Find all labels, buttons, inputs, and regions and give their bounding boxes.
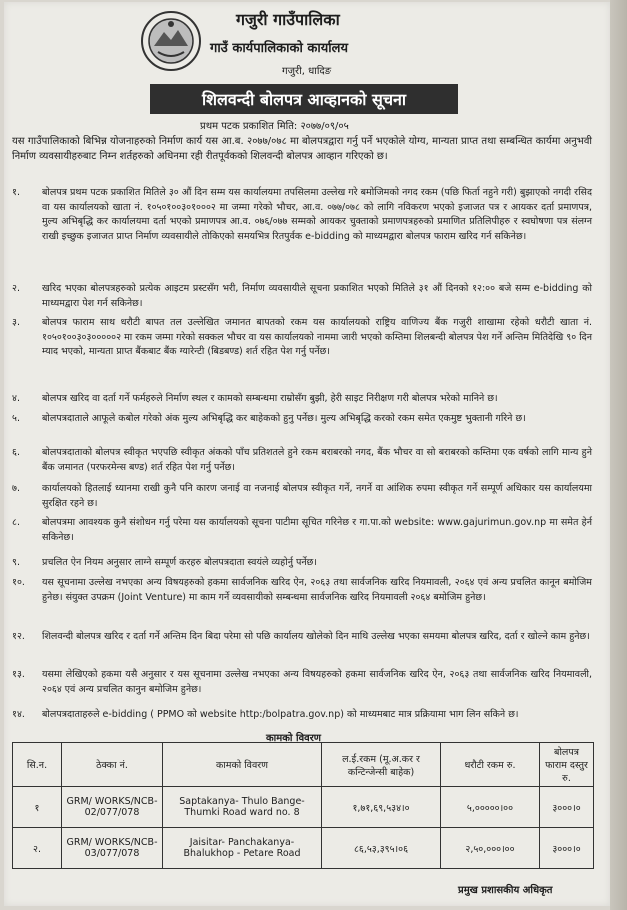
clause-item	[12, 282, 592, 311]
clause-item	[12, 392, 592, 407]
clause-item	[12, 316, 592, 360]
clause-item	[12, 556, 592, 571]
publish-date: प्रथम पटक प्रकाशित मिति: २०७७/०९/०५	[200, 121, 349, 132]
office-location: गजुरी, धादिङ	[282, 66, 332, 77]
clause-number: १४.	[12, 709, 25, 720]
clause-item	[12, 708, 592, 723]
clause-number: ८.	[12, 517, 20, 528]
clause-number: ४.	[12, 393, 20, 404]
clause-item	[12, 630, 592, 645]
clause-text: शिलवन्दी बोलपत्र खरिद र दर्ता गर्ने अन्तिम दिन बिदा परेमा सो पछि कार्यालय खोलेको दिन माथि उल्लेख भएका समयमा बोलपत्र खरिद, दर्ता र खोल्ने काम हुनेछ।	[42, 631, 590, 642]
clause-text: कार्यालयको हितलाई ध्यानमा राखी कुनै पनि कारण जनाई वा नजनाई बोलपत्र स्वीकृत गर्ने, नगर्ने वा आंशिक रुपमा स्वीकृत गर्ने सम्पूर्ण अधिकार यस कार्यालयमा सुरक्षित रहने छ।	[42, 483, 592, 509]
clause-text: बोलपत्रदाताले आफूले कबोल गरेको अंक मुल्य अभिबृद्धि कर बाहेकको हुनु पर्नेछ। मुल्य अभिबृद्धि करको रकम समेत एकमुष्ट भुक्तानी गरिने छ।	[42, 413, 526, 424]
column-header: धरौटी रकम रु.	[441, 743, 540, 787]
org-name: गजुरी गाउँपालिका	[236, 10, 340, 29]
table-cell: १	[13, 787, 62, 828]
clause-item	[12, 516, 592, 545]
clause-number: १.	[12, 187, 20, 198]
table-cell: ८६,५३,३९५।०६	[322, 828, 441, 869]
clause-item	[12, 412, 592, 427]
office-name: गाउँ कार्यपालिकाको कार्यालय	[210, 41, 348, 56]
clause-number: ९.	[12, 557, 20, 568]
clause-number: २.	[12, 283, 20, 294]
clause-number: ३.	[12, 317, 20, 328]
column-header: कामको विवरण	[163, 743, 322, 787]
clause-item	[12, 186, 592, 244]
column-header: ठेक्का नं.	[62, 743, 163, 787]
table-row	[13, 828, 594, 869]
clause-text: बोलपत्र खरिद वा दर्ता गर्ने फर्महरुले निर्माण स्थल र कामको सम्बन्धमा राम्रोसँग बुझी, हेरी साइट निरीक्षण गरी बोलपत्र भरेको मानिने छ।	[42, 393, 498, 404]
table-cell: GRM/ WORKS/NCB-03/077/078	[62, 828, 163, 869]
table-cell: २,५०,०००।००	[441, 828, 540, 869]
table-cell: Saptakanya- Thulo Bange- Thumki Road ward no. 8	[163, 787, 322, 828]
clause-number: १३.	[12, 669, 25, 680]
clause-number: १२.	[12, 631, 25, 642]
clause-item	[12, 446, 592, 475]
table-header-row	[13, 743, 594, 787]
clause-item	[12, 668, 592, 697]
clause-text: बोलपत्र प्रथम पटक प्रकाशित मितिले ३० औं दिन सम्म यस कार्यालयमा तपसिलमा उल्लेख गरे बमोजिमको नगद रकम (पछि फिर्ता नहुने गरी) बुझाएको नगदी रसिद वा यस कार्यालयको खाता नं. १०५०१००३०१०००२ मा जम्मा गरेको भौचर, आ.व. ०७७/०७८ को लागि नविकरण भएको इजाजत पत्र र आयकर दर्ता प्रमाणपत्र, मुल्य अभिबृद्धि कर कार्यालयमा दर्ता भएको प्रमाणपत्र आ.व. ०७६/०७७ सम्मको आयकर चुक्ताको प्रमाणपत्रहरुको प्रमाणित प्रतिलिपीहरु र स्वघोषणा पत्र संलग्न राखी इच्छुक इजाजत प्राप्त निर्माण व्यवसायीले तोकिएको समयभित्र रितपुर्वक e-bidding को माध्यमद्वारा बोलपत्र फाराम खरिद गर्न सकिनेछ।	[42, 187, 592, 242]
works-table-title: कामको विवरण	[266, 733, 322, 744]
clause-text: बोलपत्रदाताको बोलपत्र स्वीकृत भएपछि स्वीकृत अंकको पाँच प्रतिशतले हुने रकम बराबरको नगद, बैंक भौचर वा सो बराबरको कम्तिमा एक वर्षको लागि मान्य हुने बैंक जमानत (परफरमेन्स बण्ड) शर्त रहित पेश गर्नु पर्नेछ।	[42, 447, 592, 473]
signature-line: प्रमुख प्रशासकीय अधिकृत	[458, 885, 553, 896]
column-header: बोलपत्र फाराम दस्तुर रु.	[540, 743, 594, 787]
table-row	[13, 787, 594, 828]
clause-text: बोलपत्रदाताहरुले e-bidding ( PPMO को website http:/bolpatra.gov.np) को माध्यमबाट मात्र प्रक्रियामा भाग लिन सकिने छ।	[42, 709, 519, 720]
clause-text: बोलपत्र फाराम साथ धरौटी बापत तल उल्लेखित जमानत बापतको रकम यस कार्यालयको राष्ट्रिय वाणिज्य बैंक गजुरी शाखामा रहेको धरौटी खाता नं. १०५०१००३०३०००००२ मा रकम जम्मा गरेको सक्कल भौचर वा यस कार्यालयको नाममा जारी भएको कम्तिमा शिलबन्दी बोलपत्र पेश गर्ने अन्तिम मितिदेखि ९० दिन म्याद भएको, मान्यता प्राप्त बैंकबाट बैंक ग्यारेन्टी (बिडबण्ड) शर्त रहित पेश गर्नु पर्नेछ।	[42, 317, 592, 357]
clause-text: प्रचलित ऐन नियम अनुसार लाग्ने सम्पूर्ण करहरु बोलपत्रदाता स्वयंले व्यहोर्नु पर्नेछ।	[42, 557, 317, 568]
column-header: सि.न.	[13, 743, 62, 787]
clause-number: ७.	[12, 483, 20, 494]
table-cell: GRM/ WORKS/NCB-02/077/078	[62, 787, 163, 828]
table-cell: १,७१,६९,५३४।०	[322, 787, 441, 828]
table-cell: ५,०००००।००	[441, 787, 540, 828]
table-cell: ३०००।०	[540, 828, 594, 869]
table-cell: २.	[13, 828, 62, 869]
clause-text: यसमा लेखिएको हकमा यसै अनुसार र यस सूचनामा उल्लेख नभएका अन्य विषयहरुको हकमा सार्वजनिक खरिद ऐन, २०६३ तथा सार्वजनिक खरिद नियमावली, २०६४ एवं अन्य प्रचलित कानुन बमोजिम हुनेछ।	[42, 669, 592, 695]
page-edge	[610, 0, 627, 910]
clause-text: खरिद भएका बोलपत्रहरुको प्रत्येक आइटम प्रस्टसँग भरी, निर्माण व्यवसायीले सूचना प्रकाशित भएको मितिले ३१ औं दिनको १२:०० बजे सम्म e-bidding को माध्यमद्वारा पेश गर्न सकिनेछ।	[42, 283, 592, 309]
clause-number: १०.	[12, 577, 25, 588]
clause-text: यस सूचनामा उल्लेख नभएका अन्य विषयहरुको हकमा सार्वजनिक खरिद ऐन, २०६३ तथा सार्वजनिक खरिद नियमावली, २०६४ एवं अन्य प्रचलित कानून बमोजिम हुनेछ। संयुक्त उपक्रम (Joint Venture) मा काम गर्ने व्यवसायीको सम्बन्धमा सार्वजनिक खरिद नियमावली २०६४ बमोजिम हुनेछ।	[42, 577, 592, 603]
intro-paragraph: यस गाउँपालिकाको बिभिन्न योजनाहरुको निर्माण कार्य यस आ.ब. २०७७/०७८ मा बोलपत्रद्वारा गर्नु पर्ने भएकोले योग्य, मान्यता प्राप्त तथा सम्बन्धित कार्यमा अनुभवी निर्माण व्यवसायीहरुबाट निम्न शर्तहरुको अधिनमा रही रीतपूर्वकको शिलवन्दी बोलपत्र आव्हान गरिएको छ।	[12, 136, 592, 162]
clause-text: बोलपत्रमा आवश्यक कुनै संशोधन गर्नु परेमा यस कार्यालयको सूचना पाटीमा सूचित गरिनेछ र गा.पा.को website: www.gajurimun.gov.np मा समेत हेर्न सकिनेछ।	[42, 517, 592, 543]
clause-number: ५.	[12, 413, 20, 424]
clause-number: ६.	[12, 447, 20, 458]
notice-title: शिलवन्दी बोलपत्र आव्हानको सूचना	[150, 84, 458, 114]
table-cell: ३०००।०	[540, 787, 594, 828]
clause-item	[12, 482, 592, 511]
works-table	[12, 742, 594, 869]
clause-item	[12, 576, 592, 605]
column-header: ल.ई.रकम (मू.अ.कर र कन्टिन्जेन्सी बाहेक)	[322, 743, 441, 787]
table-cell: Jaisitar- Panchakanya- Bhalukhop - Petare Road	[163, 828, 322, 869]
municipality-emblem-icon	[140, 10, 202, 72]
